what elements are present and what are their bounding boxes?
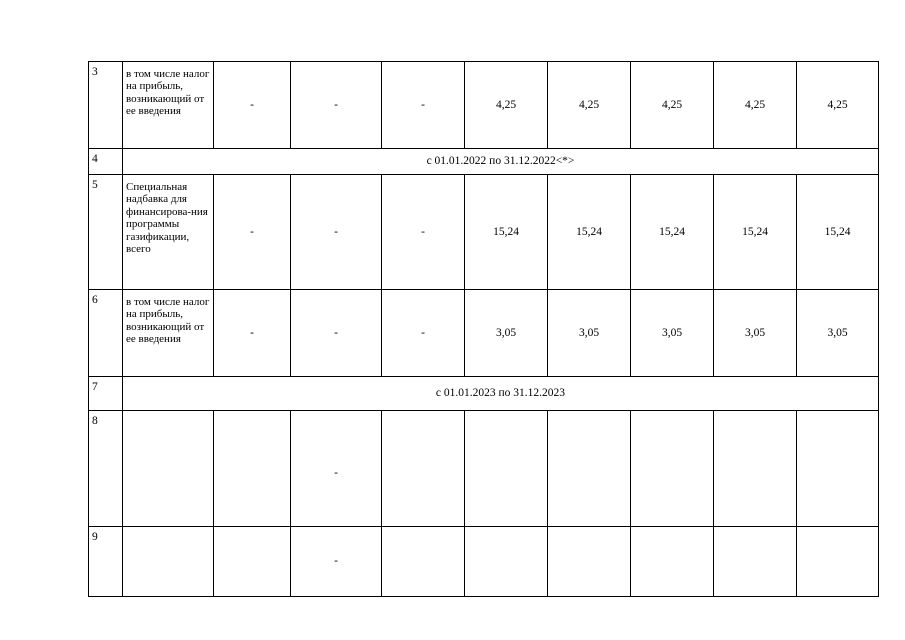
table-cell: -: [382, 290, 465, 377]
row-number: 6: [89, 290, 123, 377]
table-cell: 15,24: [714, 175, 797, 290]
table-cell: [214, 411, 291, 527]
table-cell: 4,25: [631, 62, 714, 149]
row-number: 9: [89, 527, 123, 597]
table-cell: 3,05: [465, 290, 548, 377]
table-cell: [548, 527, 631, 597]
table-cell: -: [291, 411, 382, 527]
table-cell: -: [214, 175, 291, 290]
table-cell: -: [382, 175, 465, 290]
table-cell: 15,24: [465, 175, 548, 290]
table-cell: 15,24: [631, 175, 714, 290]
row-number: 7: [89, 377, 123, 411]
table-cell: -: [214, 62, 291, 149]
row-number: 8: [89, 411, 123, 527]
table-row: [89, 175, 879, 290]
row-label: [123, 527, 214, 597]
row-number: 5: [89, 175, 123, 290]
table-cell: 4,25: [548, 62, 631, 149]
table-cell: [382, 411, 465, 527]
table-cell: [714, 411, 797, 527]
table-row: [89, 62, 879, 149]
table-cell: [631, 527, 714, 597]
table-cell: [382, 527, 465, 597]
table-cell: [714, 527, 797, 597]
table-cell: 15,24: [548, 175, 631, 290]
table-cell: 3,05: [631, 290, 714, 377]
table-cell: 4,25: [465, 62, 548, 149]
table-cell: [214, 527, 291, 597]
table-cell: 3,05: [714, 290, 797, 377]
table-cell: 4,25: [714, 62, 797, 149]
table-cell: 15,24: [797, 175, 879, 290]
table-cell: [797, 527, 879, 597]
table-cell: [797, 411, 879, 527]
table-cell: -: [291, 290, 382, 377]
period-row: [89, 149, 879, 175]
row-label: в том числе налог на прибыль, возникающий от ее введения: [123, 62, 214, 149]
table-cell: -: [291, 62, 382, 149]
table-row: [89, 527, 879, 597]
table-cell: 3,05: [548, 290, 631, 377]
table-cell: -: [382, 62, 465, 149]
row-number: 4: [89, 149, 123, 175]
table-row: [89, 290, 879, 377]
row-label: [123, 411, 214, 527]
tariff-table: [88, 61, 879, 597]
table-cell: [465, 527, 548, 597]
table-cell: 3,05: [797, 290, 879, 377]
row-number: 3: [89, 62, 123, 149]
row-label: Специальная надбавка для финансирова-ния программы газификации, всего: [123, 175, 214, 290]
period-label: с 01.01.2023 по 31.12.2023: [123, 377, 879, 411]
table-cell: [548, 411, 631, 527]
period-label: с 01.01.2022 по 31.12.2022<*>: [123, 149, 879, 175]
table-cell: -: [291, 175, 382, 290]
table-cell: [465, 411, 548, 527]
table-cell: [631, 411, 714, 527]
row-label: в том числе налог на прибыль, возникающий от ее введения: [123, 290, 214, 377]
period-row: [89, 377, 879, 411]
table-row: [89, 411, 879, 527]
table-cell: -: [291, 527, 382, 597]
table-cell: -: [214, 290, 291, 377]
table-cell: 4,25: [797, 62, 879, 149]
